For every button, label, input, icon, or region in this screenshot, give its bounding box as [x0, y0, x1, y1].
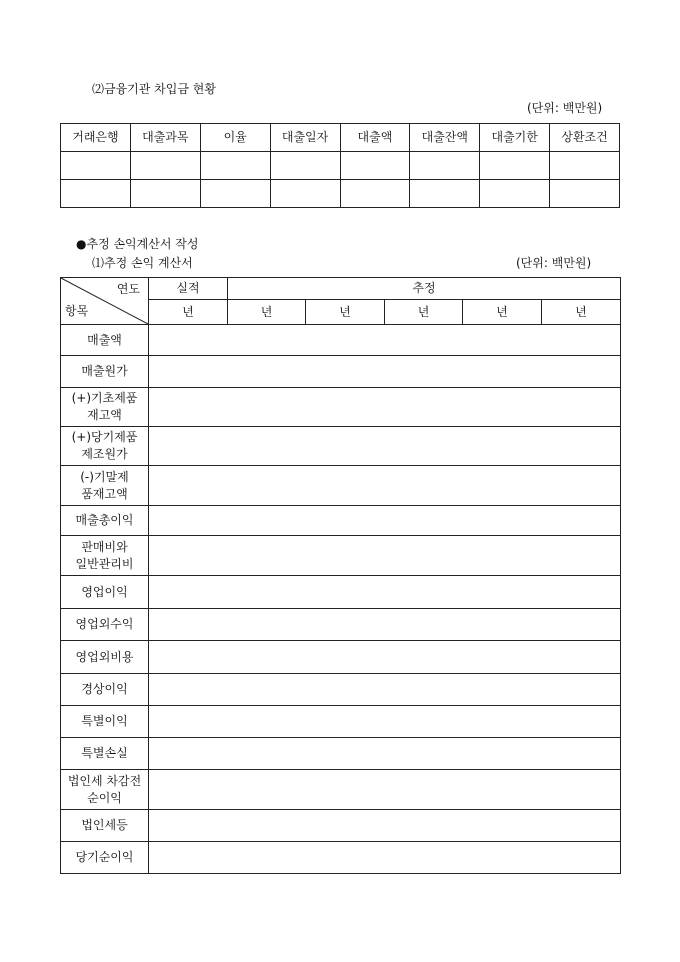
row-label — [61, 770, 149, 810]
row-label — [61, 427, 149, 466]
corner-year-label: 연도 — [116, 282, 140, 296]
row-value-cell[interactable] — [149, 641, 621, 674]
row-label — [61, 466, 149, 506]
table-cell[interactable] — [130, 152, 200, 180]
row-label-line: 영업이익 — [81, 584, 128, 599]
row-value-cell[interactable] — [149, 576, 621, 609]
table-row — [61, 152, 620, 180]
row-label-line: 매출액 — [87, 332, 122, 347]
row-label-line: 순이익 — [87, 790, 122, 805]
row-value-cell[interactable] — [149, 810, 621, 842]
table-row — [61, 180, 620, 208]
header-due: 대출기한 — [480, 124, 550, 152]
row-label-line: 재고액 — [87, 408, 122, 422]
table-cell[interactable] — [61, 152, 131, 180]
row-label-line: 특별손실 — [81, 746, 128, 760]
header-loan-type: 대출과목 — [130, 124, 200, 152]
header-forecast: 추정 — [228, 278, 621, 300]
table-row — [61, 356, 621, 388]
section2-heading: ●추정 손익계산서 작성 — [76, 237, 199, 251]
table-row — [61, 388, 621, 427]
row-label — [61, 506, 149, 536]
table-cell[interactable] — [200, 152, 270, 180]
table-row — [61, 810, 621, 842]
table-row — [61, 641, 621, 674]
row-value-cell[interactable] — [149, 706, 621, 738]
row-value-cell[interactable] — [149, 674, 621, 706]
row-label-line: 법인세 차감전 — [67, 773, 142, 788]
header-loan-date: 대출일자 — [270, 124, 340, 152]
table-row — [61, 609, 621, 641]
row-label — [61, 356, 149, 388]
income-statement-table — [60, 277, 621, 874]
header-actual: 실적 — [149, 278, 228, 300]
row-label — [61, 388, 149, 427]
corner-item-label: 항목 — [65, 304, 89, 318]
table-cell[interactable] — [410, 152, 480, 180]
row-label — [61, 325, 149, 356]
section1-unit: (단위: 백만원) — [527, 101, 603, 115]
table-cell[interactable] — [410, 180, 480, 208]
loan-table-header — [61, 124, 620, 152]
row-label — [61, 842, 149, 874]
year-cell[interactable]: 년 — [463, 300, 542, 325]
row-label — [61, 609, 149, 641]
row-value-cell[interactable] — [149, 770, 621, 810]
year-cell[interactable]: 년 — [385, 300, 463, 325]
row-label-line: 법인세등 — [81, 818, 128, 832]
table-row — [61, 536, 621, 576]
row-label — [61, 706, 149, 738]
row-label-line: 품재고액 — [81, 486, 128, 501]
row-label — [61, 738, 149, 770]
row-label — [61, 810, 149, 842]
row-label-line: (-)기말제 — [80, 469, 129, 484]
table-cell[interactable] — [340, 152, 410, 180]
year-cell[interactable]: 년 — [306, 300, 385, 325]
row-label-line: 매출원가 — [81, 364, 128, 378]
row-label — [61, 641, 149, 674]
loan-table — [60, 123, 620, 208]
table-cell[interactable] — [130, 180, 200, 208]
table-cell[interactable] — [61, 180, 131, 208]
year-cell[interactable]: 년 — [542, 300, 621, 325]
table-cell[interactable] — [340, 180, 410, 208]
table-row — [61, 674, 621, 706]
year-cell[interactable]: 년 — [228, 300, 306, 325]
row-value-cell[interactable] — [149, 466, 621, 506]
row-label — [61, 674, 149, 706]
row-label-line: 매출총이익 — [75, 513, 134, 527]
table-row — [61, 770, 621, 810]
header-rate: 이율 — [200, 124, 270, 152]
row-value-cell[interactable] — [149, 388, 621, 427]
table-row — [61, 466, 621, 506]
year-cell[interactable]: 년 — [149, 300, 228, 325]
header-repayment: 상환조건 — [550, 124, 620, 152]
row-value-cell[interactable] — [149, 738, 621, 770]
row-label-line: 영업외비용 — [75, 649, 134, 664]
row-value-cell[interactable] — [149, 427, 621, 466]
section1-title: ⑵금융기관 차입금 현황 — [92, 82, 216, 96]
header-bank: 거래은행 — [61, 124, 131, 152]
row-value-cell[interactable] — [149, 325, 621, 356]
table-row — [61, 325, 621, 356]
table-cell[interactable] — [480, 152, 550, 180]
row-label-line: 특별이익 — [81, 714, 128, 728]
row-label — [61, 536, 149, 576]
row-label-line: (+)당기제품 — [71, 430, 138, 444]
section2-unit: (단위: 백만원) — [516, 256, 592, 270]
row-label — [61, 576, 149, 609]
table-row — [61, 706, 621, 738]
table-row — [61, 738, 621, 770]
row-value-cell[interactable] — [149, 609, 621, 641]
row-value-cell[interactable] — [149, 842, 621, 874]
table-cell[interactable] — [270, 152, 340, 180]
row-value-cell[interactable] — [149, 506, 621, 536]
table-cell[interactable] — [200, 180, 270, 208]
table-row — [61, 427, 621, 466]
table-row — [61, 576, 621, 609]
table-cell[interactable] — [550, 152, 620, 180]
row-value-cell[interactable] — [149, 536, 621, 576]
row-label-line: 판매비와 — [81, 539, 128, 554]
header-balance: 대출잔액 — [410, 124, 480, 152]
corner-cell — [61, 278, 149, 325]
table-row — [61, 842, 621, 874]
table-cell[interactable] — [270, 180, 340, 208]
table-cell[interactable] — [480, 180, 550, 208]
section2-subtitle: ⑴추정 손익 계산서 — [92, 256, 193, 270]
row-label-line: 제조원가 — [81, 447, 128, 461]
row-value-cell[interactable] — [149, 356, 621, 388]
header-amount: 대출액 — [340, 124, 410, 152]
row-label-line: 일반관리비 — [75, 556, 134, 571]
row-label-line: 당기순이익 — [75, 850, 134, 864]
row-label-line: 경상이익 — [81, 682, 128, 696]
table-row — [61, 506, 621, 536]
row-label-line: 영업외수익 — [75, 617, 134, 631]
table-header-row — [61, 278, 621, 300]
row-label-line: (+)기초제품 — [71, 391, 138, 405]
table-cell[interactable] — [550, 180, 620, 208]
